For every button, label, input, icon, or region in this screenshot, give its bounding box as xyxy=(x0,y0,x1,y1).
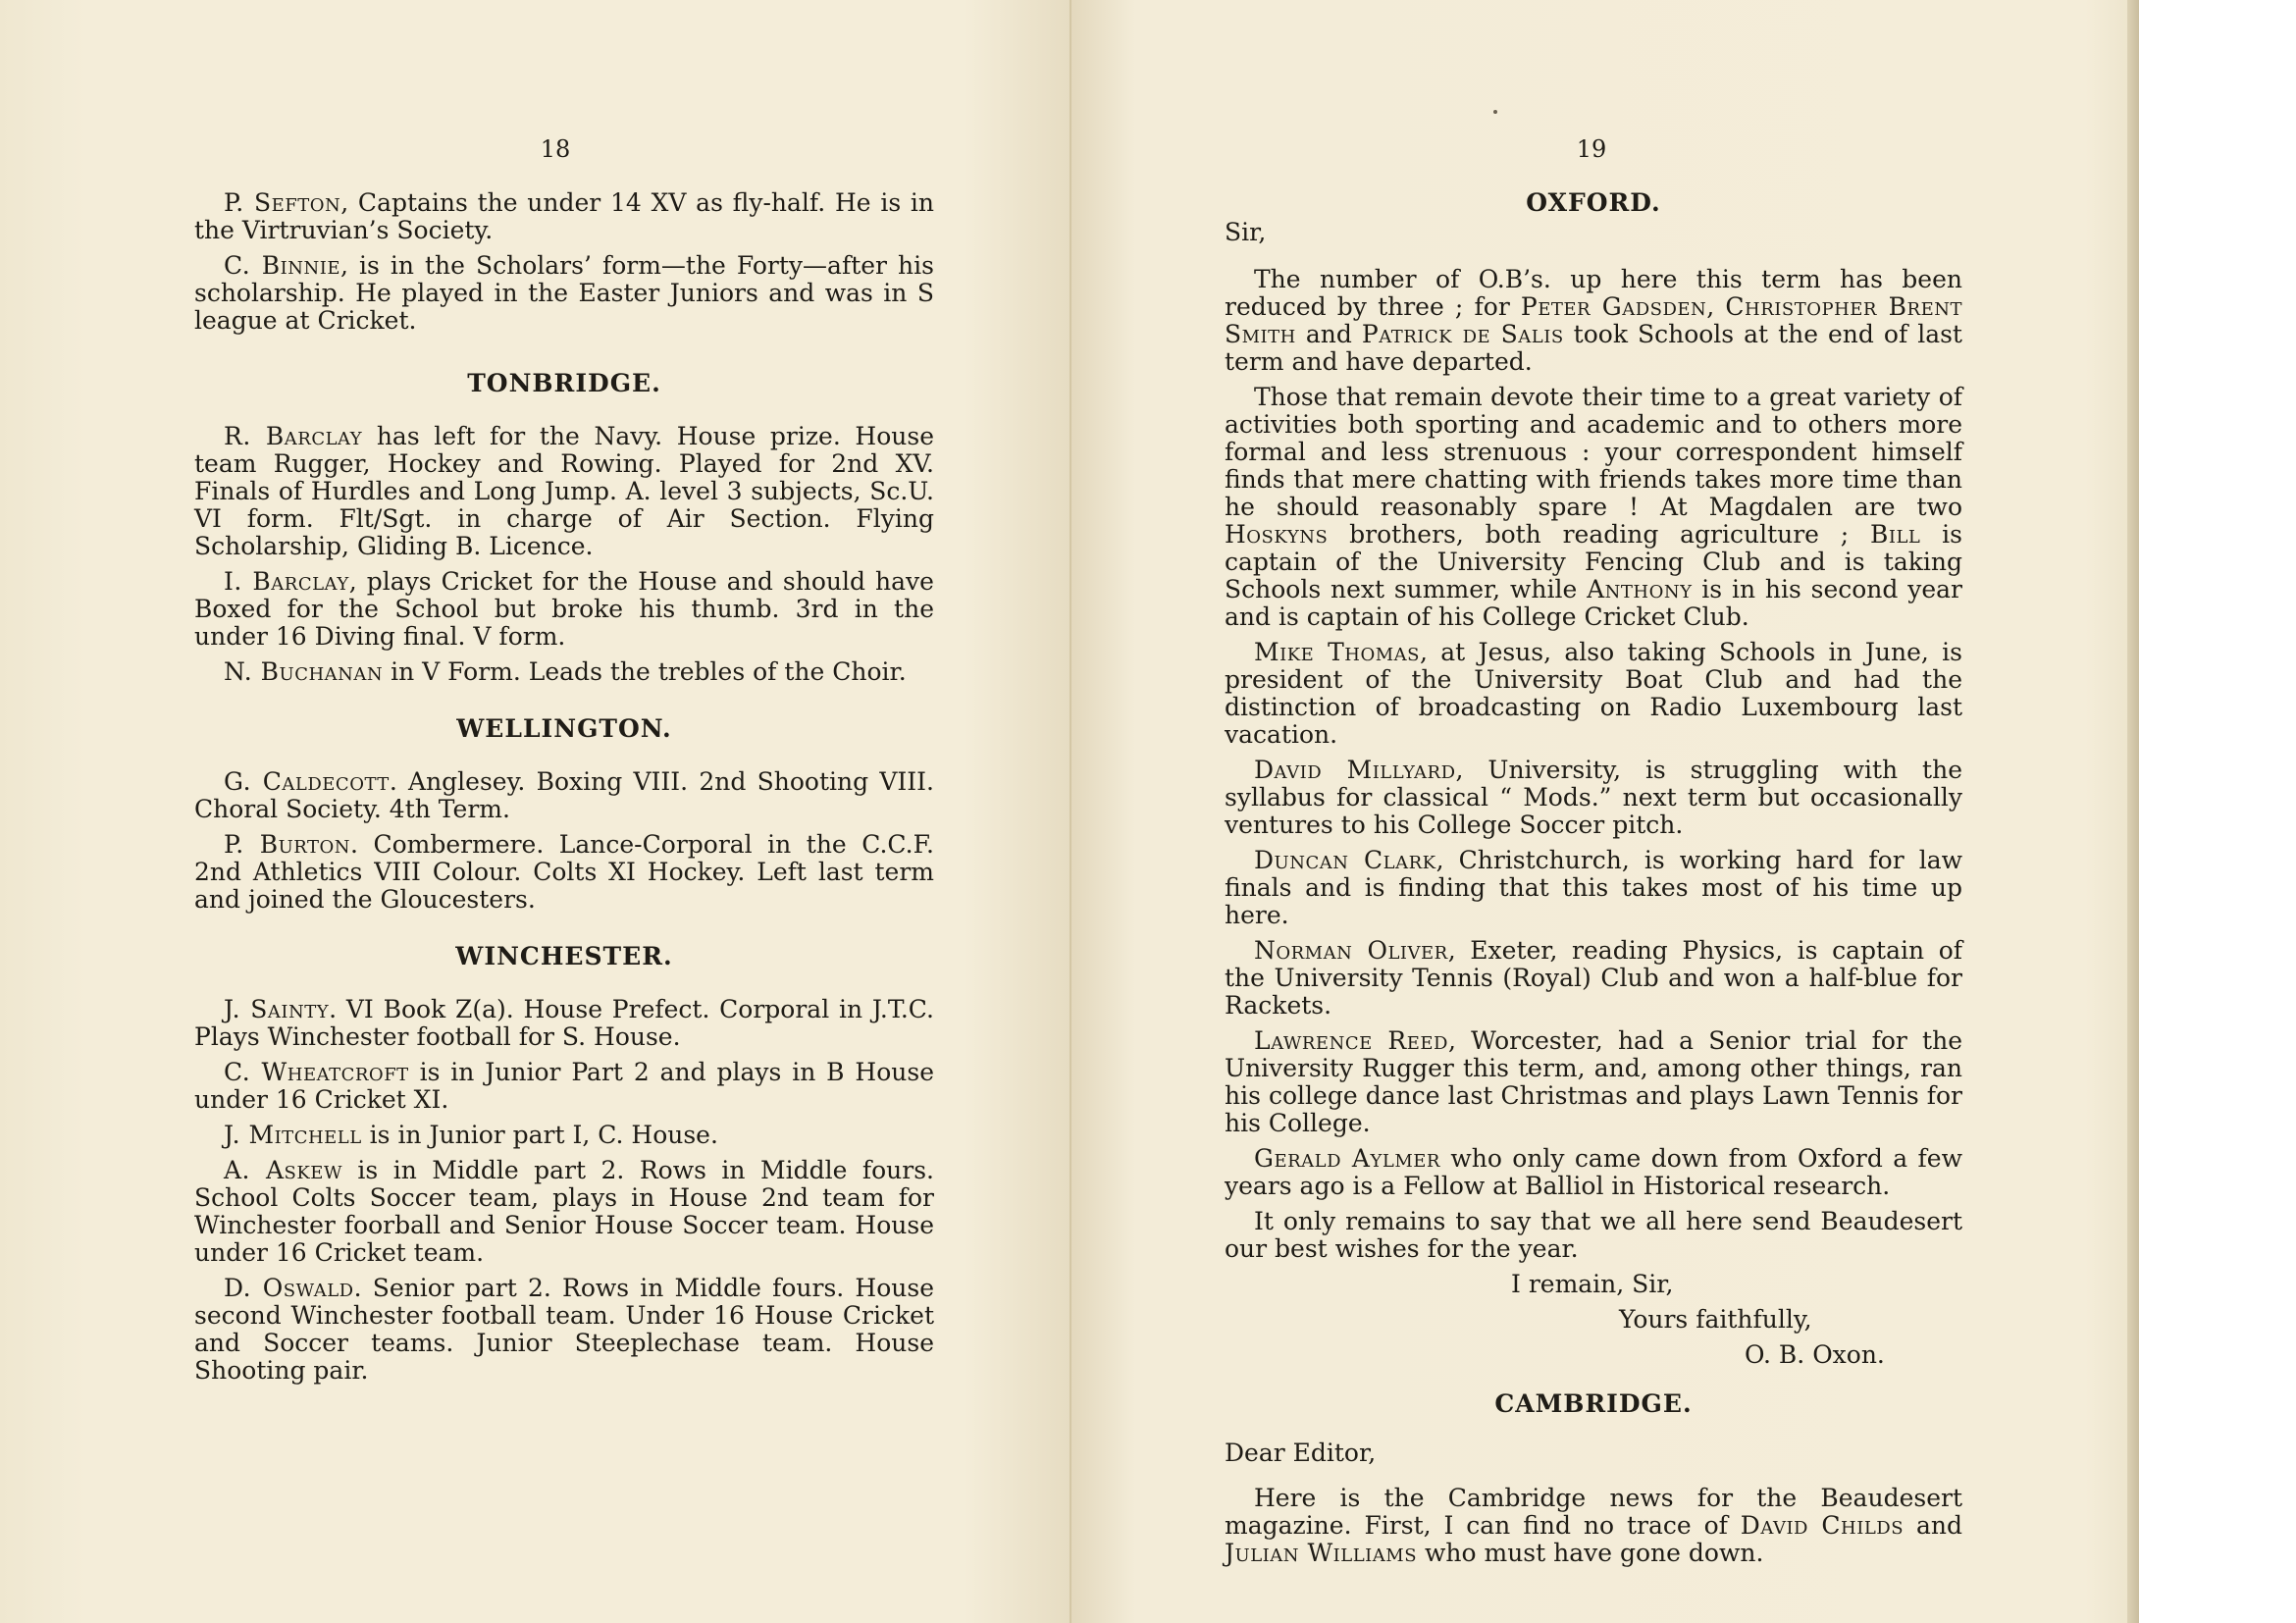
person-name: David Childs xyxy=(1740,1511,1905,1540)
oxford-closing: It only remains to say that we all here send Beaudesert our best wishes for the year. xyxy=(1225,1207,1962,1263)
cambridge-paragraph-1: Here is the Cambridge news for the Beaudesert magazine. First, I can find no trace of David Childs and Julian Williams who must have gone down. xyxy=(1225,1484,1962,1567)
oxford-paragraph-1: The number of O.B’s. up here this term has been reduced by three ; for Peter Gadsden, Christopher Brent Smith and Patrick de Salis took Schools at the end of last term and have departed. xyxy=(1225,265,1962,376)
person-name: Duncan Clark xyxy=(1254,846,1436,874)
page-number: 18 xyxy=(540,135,571,163)
person-name: N. Buchanan xyxy=(224,657,384,686)
person-name: Norman Oliver xyxy=(1254,936,1448,965)
person-name: C. Wheatcroft xyxy=(224,1058,409,1086)
person-name: P. Sefton xyxy=(224,188,341,217)
oxford-salutation: Sir, xyxy=(1225,218,1267,246)
signature: O. B. Oxon. xyxy=(1745,1340,1885,1369)
person-name: Julian Williams xyxy=(1225,1539,1418,1567)
entry-sefton: P. Sefton, Captains the under 14 XV as fly-half. He is in the Virtruvian’s Society. xyxy=(194,188,934,244)
person-name: Patrick de Salis xyxy=(1361,320,1564,348)
entry-millyard: David Millyard, University, is struggling with the syllabus for classical “ Mods.” next term but occasionally ventures to his College Soccer pitch. xyxy=(1225,756,1962,839)
person-name: Mike Thomas xyxy=(1254,638,1421,666)
entry-thomas: Mike Thomas, at Jesus, also taking Schools in June, is president of the University Boat Club and had the distinction of broadcasting on Radio Luxembourg last vacation. xyxy=(1225,638,1962,749)
person-name: I. Barclay xyxy=(224,567,349,596)
entry-burton: P. Burton. Combermere. Lance-Corporal in the C.C.F. 2nd Athletics VIII Colour. Colts XI Hockey. Left last term and joined the Gloucesters. xyxy=(194,830,934,914)
person-name: C. Binnie xyxy=(224,251,340,280)
entry-oswald: D. Oswald. Senior part 2. Rows in Middle fours. House second Winchester football team. Under 16 House Cricket and Soccer teams. Junior Steeplechase team. House Shooting pair. xyxy=(194,1274,934,1385)
heading-tonbridge: TONBRIDGE. xyxy=(467,369,661,397)
entry-oliver: Norman Oliver, Exeter, reading Physics, is captain of the University Tennis (Royal) Club and won a half-blue for Rackets. xyxy=(1225,936,1962,1020)
entry-r-barclay: R. Barclay has left for the Navy. House prize. House team Rugger, Hockey and Rowing. Played for 2nd XV. Finals of Hurdles and Long Jump. A. level 3 subjects, Sc.U. VI form. Flt/Sgt. in charge of Air Section. Flying Scholarship, Gliding B. Licence. xyxy=(194,422,934,560)
page-number: 19 xyxy=(1576,135,1607,163)
person-name: P. Burton xyxy=(224,830,350,859)
cambridge-salutation: Dear Editor, xyxy=(1225,1439,1377,1467)
person-name: Peter Gadsden xyxy=(1520,292,1707,321)
left-page xyxy=(0,0,1071,1623)
entry-aylmer: Gerald Aylmer who only came down from Oxford a few years ago is a Fellow at Balliol in Historical research. xyxy=(1225,1144,1962,1200)
signoff-faithfully: Yours faithfully, xyxy=(1619,1305,1812,1334)
person-name: David Millyard xyxy=(1254,756,1456,784)
entry-caldecott: G. Caldecott. Anglesey. Boxing VIII. 2nd Shooting VIII. Choral Society. 4th Term. xyxy=(194,767,934,823)
entry-askew: A. Askew is in Middle part 2. Rows in Middle fours. School Colts Soccer team, plays in House 2nd team for Winchester foorball and Senior House Soccer team. House under 16 Cricket team. xyxy=(194,1156,934,1267)
entry-binnie: C. Binnie, is in the Scholars’ form—the Forty—after his scholarship. He played in the Easter Juniors and was in S league at Cricket. xyxy=(194,251,934,335)
person-name: Lawrence Reed xyxy=(1254,1026,1448,1055)
entry-clark: Duncan Clark, Christchurch, is working hard for law finals and is finding that this takes most of his time up here. xyxy=(1225,846,1963,929)
person-name: Gerald Aylmer xyxy=(1254,1144,1440,1173)
person-name: J. Sainty xyxy=(224,995,330,1023)
entry-wheatcroft: C. Wheatcroft is in Junior Part 2 and plays in B House under 16 Cricket XI. xyxy=(194,1058,935,1114)
person-name: R. Barclay xyxy=(224,422,363,450)
signoff-remain: I remain, Sir, xyxy=(1511,1270,1674,1298)
oxford-paragraph-2: Those that remain devote their time to a great variety of activities both sporting and academic and to others more formal and less strenuous : your correspondent himself finds that mere chatting with friends takes more time than he should reasonably spare ! At Magdalen are two Hoskyns brothers, both reading agriculture ; Bill is captain of the University Fencing Club and is taking Schools next summer, while Anthony is in his second year and is captain of his College Cricket Club. xyxy=(1225,383,1963,631)
person-name: A. Askew xyxy=(224,1156,342,1184)
heading-winchester: WINCHESTER. xyxy=(455,942,673,970)
person-name: Bill xyxy=(1869,520,1921,549)
right-column xyxy=(1225,189,1962,1575)
entry-reed: Lawrence Reed, Worcester, had a Senior trial for the University Rugger this term, and, among other things, ran his college dance last Christmas and plays Lawn Tennis for his College. xyxy=(1225,1026,1962,1137)
person-name: Anthony xyxy=(1587,575,1693,603)
person-name: D. Oswald xyxy=(224,1274,354,1302)
entry-buchanan: N. Buchanan in V Form. Leads the trebles of the Choir. xyxy=(224,657,907,686)
person-name: G. Caldecott xyxy=(224,767,390,796)
entry-i-barclay: I. Barclay, plays Cricket for the House and should have Boxed for the School but broke his thumb. 3rd in the under 16 Diving final. V form. xyxy=(194,567,934,651)
heading-wellington: WELLINGTON. xyxy=(456,714,672,743)
page-edge xyxy=(2127,0,2139,1623)
person-name: J. Mitchell xyxy=(224,1121,362,1149)
entry-sainty: J. Sainty. VI Book Z(a). House Prefect. Corporal in J.T.C. Plays Winchester football for S. House. xyxy=(194,995,934,1051)
entry-mitchell: J. Mitchell is in Junior part I, C. House. xyxy=(224,1121,718,1149)
person-name: Hoskyns xyxy=(1225,520,1329,549)
heading-cambridge: CAMBRIDGE. xyxy=(1494,1389,1693,1418)
person-name: Christopher Brent Smith xyxy=(1225,292,1962,348)
paper-speck xyxy=(1493,110,1497,114)
heading-oxford: OXFORD. xyxy=(1526,188,1661,217)
left-column xyxy=(194,189,934,1392)
